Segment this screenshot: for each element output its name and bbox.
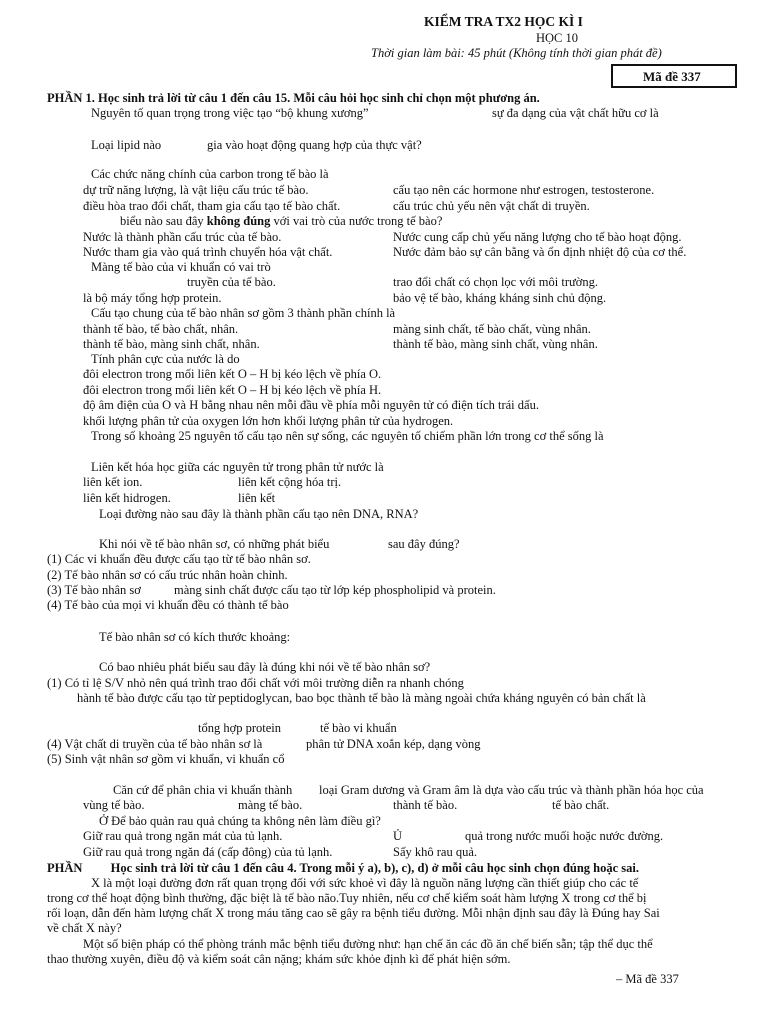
q14-option-4: tế bào chất.	[552, 798, 610, 812]
q15-option-3: Giữ rau quả trong ngăn đá (cấp đông) của tủ lạnh.	[83, 845, 333, 859]
q13-statement-4a: (4) Vật chất di truyền của tế bào nhân sơ là	[47, 737, 263, 751]
q2-stem-b: gia vào hoạt động quang hợp của thực vật?	[207, 138, 422, 152]
q5-option-1: truyền của tế bào.	[187, 275, 276, 289]
exam-title: KIỂM TRA TX2 HỌC KÌ I	[424, 14, 583, 29]
part1-heading: PHẦN 1. Học sinh trả lời từ câu 1 đến câu 15. Mỗi câu hỏi học sinh chỉ chọn một phương án.	[47, 91, 540, 105]
part2-q1-line-3: rối loạn, dẫn đến hàm lượng chất X trong máu tăng cao sẽ gây ra bệnh tiểu đường. Mỗi nhận định sau đây là Đúng hay Sai	[47, 906, 660, 920]
part2-q2-line-2: thao thường xuyên, điều độ và kiểm soát cân nặng; khám sức khỏe định kì để phát hiện sớm.	[47, 952, 511, 966]
part2-heading	[47, 861, 639, 876]
q5-stem: Màng tế bào của vi khuẩn có vai trò	[91, 260, 271, 274]
q4-option-2: Nước cung cấp chủ yếu năng lượng cho tế bào hoạt động.	[393, 230, 682, 244]
q1-tail: sự đa dạng của vật chất hữu cơ là	[492, 106, 659, 120]
q11-stem-a: Khi nói về tế bào nhân sơ, có những phát biểu	[99, 537, 330, 551]
q14-stem-a: Căn cứ để phân chia vi khuẩn thành	[113, 783, 293, 797]
part2-heading-b: Học sinh trả lời từ câu 1 đến câu 4. Trong mỗi ý a), b), c), d) ở mỗi câu học sinh chọn đúng hoặc sai.	[110, 861, 640, 875]
q7-option-4: khối lượng phân tử của oxygen lớn hơn khối lượng phân tử của hydrogen.	[83, 414, 454, 428]
q9-option-2: liên kết cộng hóa trị.	[238, 475, 342, 489]
q15-option-2a: Ủ	[393, 829, 403, 843]
q11-statement-3b: màng sinh chất được cấu tạo từ lớp kép phospholipid và protein.	[174, 583, 496, 597]
q3-stem: Các chức năng chính của carbon trong tế bào là	[91, 167, 329, 181]
q6-option-2: màng sinh chất, tế bào chất, vùng nhân.	[393, 322, 591, 336]
q4-option-4: Nước đảm bảo sự cân bằng và ổn định nhiệt độ của cơ thể.	[393, 245, 687, 259]
q15-option-1: Giữ rau quả trong ngăn mát của tủ lạnh.	[83, 829, 283, 843]
q4-stem-c: với vai trò của nước trong tế bào?	[273, 214, 443, 228]
q5-option-2: trao đổi chất có chọn lọc với môi trường.	[393, 275, 599, 289]
q11-stem-b: sau đây đúng?	[388, 537, 460, 551]
q9-stem: Liên kết hóa học giữa các nguyên tử trong phân tử nước là	[91, 460, 384, 474]
q3-option-3: điều hòa trao đổi chất, tham gia cấu tạo tế bào chất.	[83, 199, 341, 213]
q13-statement-1: (1) Có tỉ lệ S/V nhỏ nên quá trình trao đổi chất với môi trường diễn ra nhanh chóng	[47, 676, 464, 690]
q5-option-4: bảo vệ tế bào, kháng kháng sinh chủ động.	[393, 291, 607, 305]
q5-option-3: là bộ máy tổng hợp protein.	[83, 291, 222, 305]
q7-option-2: đôi electron trong mối liên kết O – H bị kéo lệch về phía H.	[83, 383, 382, 397]
q8-stem: Trong số khoảng 25 nguyên tố cấu tạo nên sự sống, các nguyên tố chiếm phần lớn trong cơ thể sống là	[91, 429, 604, 443]
q7-option-3: độ âm điện của O và H bằng nhau nên mỗi đầu về phía mỗi nguyên tử có điện tích trái dấu.	[83, 398, 539, 412]
q14-option-2: màng tế bào.	[238, 798, 303, 812]
q13-stem: Có bao nhiêu phát biểu sau đây là đúng khi nói về tế bào nhân sơ?	[99, 660, 431, 674]
exam-code-box	[611, 64, 737, 88]
q12-stem: Tế bào nhân sơ có kích thước khoảng:	[99, 630, 291, 644]
part2-q1-line-2: trong cơ thể hoạt động bình thường, đặc biệt là tế bào não.Tuy nhiên, nếu cơ chế kiểm soát hàm lượng X trong cơ thể bị	[47, 891, 647, 905]
q3-option-1: dự trữ năng lượng, là vật liệu cấu trúc tế bào.	[83, 183, 309, 197]
q11-statement-3a: (3) Tế bào nhân sơ	[47, 583, 141, 597]
part2-q1-line-4: về chất X này?	[47, 921, 122, 935]
exam-time: Thời gian làm bài: 45 phút (Không tính thời gian phát đề)	[371, 46, 662, 60]
q3-option-2: cấu tạo nên các hormone như estrogen, testosterone.	[393, 183, 655, 197]
q9-option-3: liên kết hidrogen.	[83, 491, 171, 505]
q15-option-4: Sấy khô rau quả.	[393, 845, 478, 859]
q13-statement-3a: tổng hợp protein	[198, 721, 281, 735]
q11-statement-2: (2) Tế bào nhân sơ có cấu trúc nhân hoàn chỉnh.	[47, 568, 288, 582]
q15-option-2b: quả trong nước muối hoặc nước đường.	[465, 829, 664, 843]
exam-grade: HỌC 10	[536, 31, 579, 45]
q11-statement-1: (1) Các vi khuẩn đều được cấu tạo từ tế bào nhân sơ.	[47, 552, 311, 566]
q9-option-4: liên kết	[238, 491, 276, 505]
q14-stem-b: loại Gram dương và Gram âm là dựa vào cấu trúc và thành phần hóa học của	[319, 783, 704, 797]
q4-stem-a: biểu nào sau đây	[120, 214, 204, 228]
q4-stem-bold: không đúng	[206, 214, 271, 228]
exam-code: Mã đề 337	[643, 69, 701, 84]
q10-stem: Loại đường nào sau đây là thành phần cấu tạo nên DNA, RNA?	[99, 507, 419, 521]
q7-option-1: đôi electron trong mối liên kết O – H bị kéo lệch về phía O.	[83, 367, 382, 381]
q14-option-1: vùng tế bào.	[83, 798, 145, 812]
q3-option-4: cấu trúc chủ yếu nên vật chất di truyền.	[393, 199, 590, 213]
q7-stem: Tính phân cực của nước là do	[91, 352, 240, 366]
q11-statement-4: (4) Tế bào của mọi vi khuẩn đều có thành tế bào	[47, 598, 289, 612]
q14-option-3: thành tế bào.	[393, 798, 458, 812]
q9-option-1: liên kết ion.	[83, 475, 143, 489]
q13-statement-3b: tế bào vi khuẩn	[320, 721, 397, 735]
q13-statement-5: (5) Sinh vật nhân sơ gồm vi khuẩn, vi khuẩn cổ	[47, 752, 285, 766]
part2-q2-line-1: Một số biện pháp có thể phòng tránh mắc bệnh tiểu đường như: hạn chế ăn các đồ ăn chế biến sẵn; tập thể dục thể	[83, 937, 653, 951]
q15-stem: Ở Để bảo quản rau quả chúng ta không nên làm điều gì?	[99, 814, 381, 828]
footer-code: – Mã đề 337	[616, 972, 679, 986]
q1-stem: Nguyên tố quan trọng trong việc tạo “bộ khung xương”	[91, 106, 369, 120]
q4-option-3: Nước tham gia vào quá trình chuyển hóa vật chất.	[83, 245, 333, 259]
part2-q1-line-1: X là một loại đường đơn rất quan trọng đối với sức khoẻ vì đây là nguồn năng lượng cần thiết giúp cho các tế	[91, 876, 639, 890]
q13-statement-2: hành tế bào được cấu tạo từ peptidoglycan, bao bọc thành tế bào là màng ngoài chứa kháng nguyên có bản chất là	[77, 691, 646, 705]
part2-heading-a: PHẦN	[47, 861, 83, 875]
q2-stem-a: Loại lipid nào	[91, 138, 162, 152]
q6-option-4: thành tế bào, màng sinh chất, vùng nhân.	[393, 337, 598, 351]
q4-stem	[120, 214, 442, 229]
q6-option-1: thành tế bào, tế bào chất, nhân.	[83, 322, 239, 336]
q6-option-3: thành tế bào, màng sinh chất, nhân.	[83, 337, 260, 351]
q6-stem: Cấu tạo chung của tế bào nhân sơ gồm 3 thành phần chính là	[91, 306, 396, 320]
q13-statement-4b: phân tử DNA xoắn kép, dạng vòng	[306, 737, 481, 751]
q4-option-1: Nước là thành phần cấu trúc của tế bào.	[83, 230, 282, 244]
